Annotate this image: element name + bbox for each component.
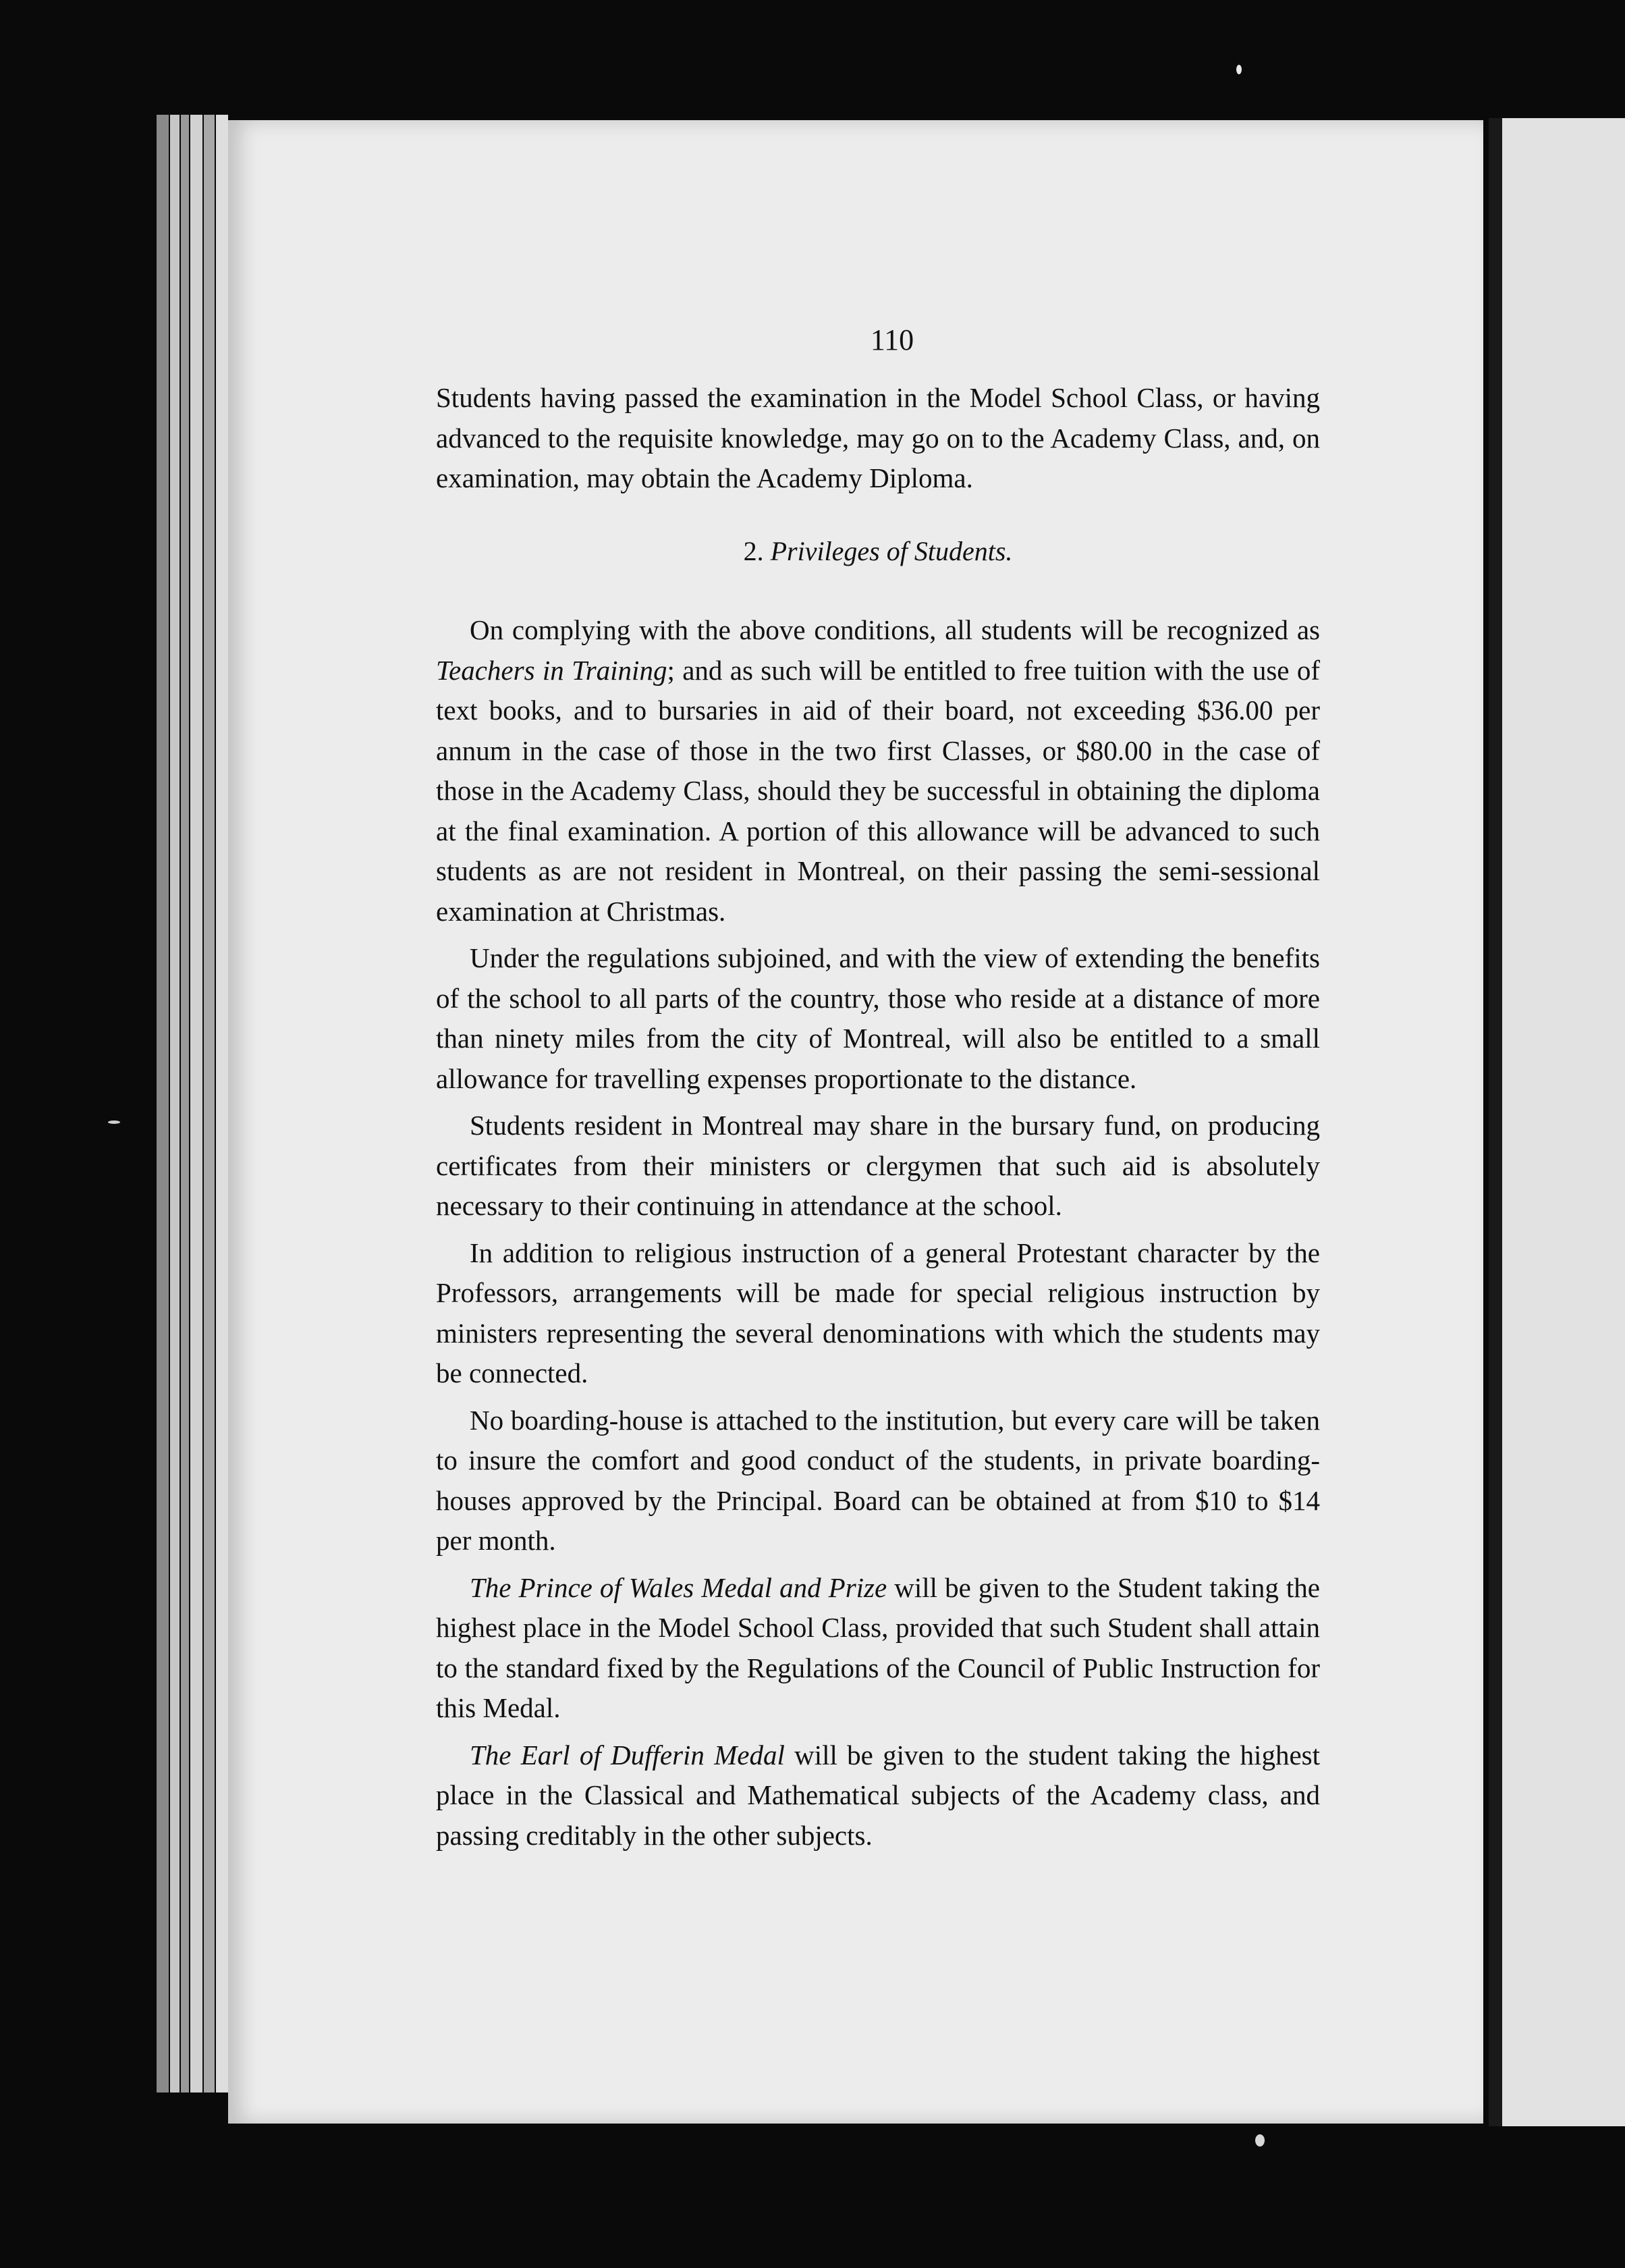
- dust-speck: [1255, 2134, 1265, 2146]
- book-edge: [190, 115, 202, 2092]
- section-heading: [436, 531, 1320, 572]
- paragraph: No boarding-house is attached to the institution, but every care will be taken to insure the comfort and good conduct of the students, in private boarding-houses approved by the Principal. Board can be obtained at from $10 to $14 per month.: [436, 1404, 1320, 1556]
- paragraph-text: On complying with the above conditions, all students will be recognized as: [470, 614, 1320, 645]
- paragraph: Students having passed the examination in the Model School Class, or having advanced to the requisite knowledge, may go on to the Academy Class, and, on examination, may obtain the Academy Diploma.: [436, 382, 1320, 493]
- paragraph-text: will be given to the student taking the highest place in the Classical and Mathematical subjects of the Academy class, and passing creditably in the other subjects.: [436, 1739, 1320, 1851]
- book-edge: [157, 115, 169, 2092]
- book-gutter: [1489, 118, 1502, 2126]
- italic-phrase: The Prince of Wales Medal and Prize: [470, 1571, 887, 1603]
- paragraph: Students resident in Montreal may share in the bursary fund, on producing certificates from their ministers or clergymen that such aid is absolutely necessary to their continuing in attendance at the school.: [436, 1110, 1320, 1221]
- book-edge: [170, 115, 180, 2092]
- dust-speck: [108, 1120, 120, 1124]
- paragraph: [436, 1568, 1320, 1729]
- paragraph: [436, 1735, 1320, 1856]
- section-title: Privileges of Students.: [770, 535, 1013, 566]
- page-body: [436, 378, 1320, 1862]
- italic-phrase: The Earl of Dufferin Medal: [470, 1739, 785, 1771]
- book-edge: [204, 115, 215, 2092]
- paragraph: [436, 610, 1320, 932]
- paragraph-text: will be given to the Student taking the highest place in the Model School Class, provided that such Student shall attain to the standard fixed by the Regulations of the Council of Public Instruction for this Medal.: [436, 1571, 1320, 1723]
- paragraph-text: ; and as such will be entitled to free tuition with the use of text books, and to bursaries in aid of their board, not exceeding $36.00 per annum in the case of those in the two first Classes, or $80.00 in the case of those in the Academy Class, should they be successful in obtaining the diploma at the final examination. A portion of this allowance will be advanced to such students as are not resident in Montreal, on their passing the semi-sessional examination at Christmas.: [436, 654, 1320, 927]
- page-number: 110: [870, 323, 914, 356]
- paragraph: In addition to religious instruction of a general Protestant character by the Professors, arrangements will be made for special religious instruction by ministers representing the several denominations with which the students may be connected.: [436, 1237, 1320, 1388]
- section-number: 2.: [743, 535, 764, 566]
- paragraph: Under the regulations subjoined, and with the view of extending the benefits of the school to all parts of the country, those who reside at a distance of more than ninety miles from the city of Montreal, will also be entitled to a small allowance for travelling expenses proportionate to the distance.: [436, 942, 1320, 1094]
- italic-phrase: Teachers in Training: [436, 654, 667, 686]
- facing-page-edge: [1502, 118, 1625, 2126]
- book-edge: [216, 115, 228, 2092]
- dust-speck: [1236, 65, 1242, 74]
- book-edge: [181, 115, 189, 2092]
